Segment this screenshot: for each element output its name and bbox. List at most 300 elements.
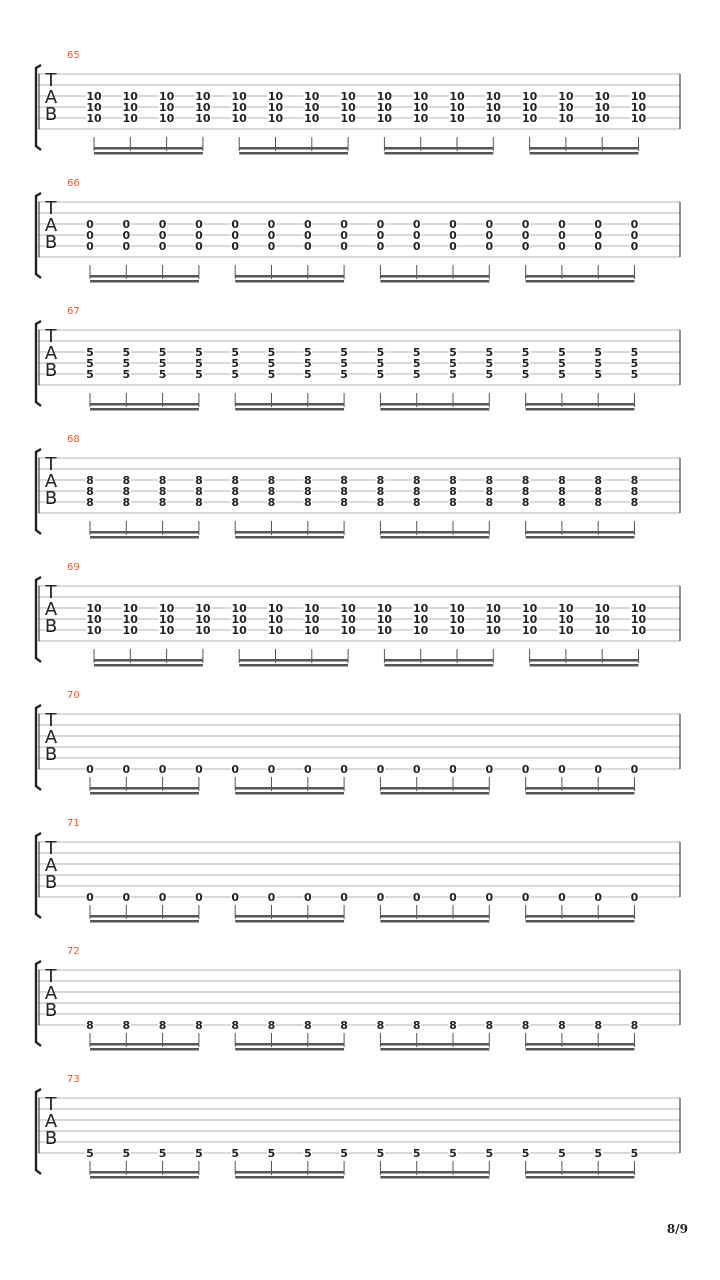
fret-number: 10	[376, 90, 393, 103]
fret-number: 10	[413, 624, 429, 637]
fret-number: 10	[340, 112, 356, 125]
fret-number: 8	[521, 496, 530, 509]
fret-number: 10	[340, 602, 356, 615]
fret-number: 5	[449, 357, 457, 370]
fret-number: 5	[122, 357, 131, 370]
tab-clef-t: T	[45, 70, 57, 91]
tab-system	[0, 434, 720, 568]
fret-number: 0	[303, 891, 312, 904]
beam-secondary	[526, 280, 635, 283]
fret-number: 10	[231, 602, 247, 615]
fret-number: 10	[267, 624, 284, 637]
beam-primary	[380, 275, 489, 278]
fret-number: 8	[340, 474, 348, 487]
tab-system	[0, 50, 720, 184]
fret-number: 10	[485, 613, 501, 626]
beam-secondary	[380, 1048, 489, 1051]
fret-number: 8	[485, 485, 494, 498]
fret-number: 5	[412, 346, 421, 359]
fret-number: 8	[122, 485, 131, 498]
fret-number: 10	[340, 613, 356, 626]
fret-number: 10	[413, 602, 429, 615]
fret-number: 8	[122, 474, 131, 487]
fret-number: 8	[231, 485, 240, 498]
fret-number: 8	[340, 496, 348, 509]
fret-number: 5	[594, 368, 603, 381]
fret-number: 8	[267, 485, 276, 498]
beam-primary	[526, 915, 635, 918]
beam-primary	[90, 275, 199, 278]
fret-number: 5	[449, 368, 457, 381]
fret-number: 8	[558, 496, 566, 509]
fret-number: 10	[630, 101, 647, 114]
beam-secondary	[239, 152, 348, 155]
tab-clef-a: A	[44, 855, 58, 876]
fret-number: 0	[158, 229, 167, 242]
beam-secondary	[235, 536, 344, 539]
fret-number: 10	[630, 90, 647, 103]
tab-clef-b: B	[44, 616, 58, 637]
fret-number: 0	[122, 240, 131, 253]
fret-number: 10	[195, 90, 211, 103]
fret-number: 8	[594, 496, 603, 509]
fret-number: 5	[521, 346, 530, 359]
tab-staff	[0, 824, 720, 952]
tab-clef-a: A	[44, 1111, 58, 1132]
beam-primary	[90, 403, 199, 406]
fret-number: 5	[412, 368, 421, 381]
fret-number: 10	[231, 101, 247, 114]
fret-number: 10	[195, 624, 211, 637]
fret-number: 10	[158, 101, 175, 114]
fret-number: 8	[594, 474, 603, 487]
beam-secondary	[380, 408, 489, 411]
beam-secondary	[384, 152, 493, 155]
fret-number: 0	[594, 229, 603, 242]
beam-primary	[235, 915, 344, 918]
fret-number: 0	[594, 240, 603, 253]
fret-number: 5	[376, 346, 385, 359]
fret-number: 10	[449, 101, 465, 114]
fret-number: 10	[231, 90, 247, 103]
fret-number: 8	[412, 474, 421, 487]
fret-number: 10	[86, 101, 102, 114]
fret-number: 0	[86, 229, 94, 242]
fret-number: 5	[267, 346, 276, 359]
fret-number: 0	[231, 218, 240, 231]
tab-staff	[0, 184, 720, 312]
fret-number: 10	[304, 602, 320, 615]
tab-staff	[0, 56, 720, 184]
fret-number: 10	[558, 613, 574, 626]
fret-number: 0	[449, 240, 457, 253]
fret-number: 0	[158, 218, 167, 231]
fret-number: 10	[86, 90, 102, 103]
fret-number: 8	[376, 1019, 385, 1032]
measure-number: 65	[67, 50, 80, 61]
fret-number: 10	[267, 112, 284, 125]
fret-number: 8	[558, 1019, 566, 1032]
fret-number: 8	[485, 496, 494, 509]
fret-number: 0	[231, 891, 240, 904]
fret-number: 0	[521, 763, 530, 776]
fret-number: 5	[267, 357, 276, 370]
fret-number: 10	[558, 90, 574, 103]
fret-number: 8	[231, 474, 240, 487]
fret-number: 0	[267, 891, 276, 904]
beam-primary	[530, 147, 639, 150]
beam-secondary	[235, 920, 344, 923]
beam-secondary	[235, 792, 344, 795]
fret-number: 0	[449, 763, 457, 776]
fret-number: 10	[376, 624, 393, 637]
fret-number: 10	[594, 112, 610, 125]
fret-number: 10	[521, 112, 538, 125]
fret-number: 10	[521, 90, 538, 103]
beam-secondary	[380, 920, 489, 923]
fret-number: 8	[594, 485, 603, 498]
beam-primary	[380, 531, 489, 534]
measure-number: 69	[67, 562, 80, 573]
fret-number: 0	[630, 218, 639, 231]
fret-number: 0	[303, 763, 312, 776]
fret-number: 0	[594, 218, 603, 231]
beam-primary	[380, 915, 489, 918]
tab-clef-b: B	[44, 104, 58, 125]
fret-number: 8	[412, 485, 421, 498]
fret-number: 0	[195, 763, 203, 776]
fret-number: 8	[376, 496, 385, 509]
beam-primary	[94, 659, 203, 662]
fret-number: 0	[340, 218, 348, 231]
fret-number: 8	[412, 496, 421, 509]
measure-number: 66	[67, 178, 80, 189]
beam-secondary	[235, 280, 344, 283]
beam-secondary	[90, 408, 199, 411]
beam-primary	[235, 275, 344, 278]
fret-number: 8	[485, 474, 494, 487]
fret-number: 0	[521, 218, 530, 231]
beam-secondary	[380, 1176, 489, 1179]
fret-number: 10	[158, 90, 175, 103]
tab-system	[0, 946, 720, 1080]
fret-number: 10	[122, 602, 138, 615]
fret-number: 8	[376, 485, 385, 498]
fret-number: 5	[231, 368, 240, 381]
tab-clef-t: T	[45, 966, 57, 987]
beam-secondary	[526, 920, 635, 923]
fret-number: 0	[267, 229, 276, 242]
beam-secondary	[380, 280, 489, 283]
tab-clef-a: A	[44, 215, 58, 236]
beam-secondary	[90, 920, 199, 923]
measure-number: 68	[67, 434, 80, 445]
fret-number: 10	[413, 90, 429, 103]
fret-number: 0	[412, 229, 421, 242]
page-number: 8/9	[666, 1222, 688, 1236]
tab-clef-t: T	[45, 582, 57, 603]
tab-clef-t: T	[45, 326, 57, 347]
fret-number: 8	[86, 485, 94, 498]
fret-number: 8	[195, 1019, 203, 1032]
beam-primary	[526, 275, 635, 278]
fret-number: 0	[630, 891, 639, 904]
fret-number: 8	[449, 496, 457, 509]
fret-number: 8	[267, 474, 276, 487]
fret-number: 5	[449, 1147, 457, 1160]
beam-primary	[384, 659, 493, 662]
beam-primary	[380, 1171, 489, 1174]
fret-number: 5	[158, 346, 167, 359]
fret-number: 0	[376, 218, 385, 231]
fret-number: 10	[449, 613, 465, 626]
fret-number: 8	[86, 1019, 94, 1032]
beam-primary	[94, 147, 203, 150]
tab-clef-t: T	[45, 198, 57, 219]
fret-number: 0	[412, 240, 421, 253]
fret-number: 0	[267, 240, 276, 253]
fret-number: 8	[158, 1019, 167, 1032]
beam-secondary	[526, 536, 635, 539]
beam-primary	[526, 1043, 635, 1046]
fret-number: 5	[521, 357, 530, 370]
fret-number: 5	[521, 1147, 530, 1160]
fret-number: 10	[594, 101, 610, 114]
tab-clef-a: A	[44, 599, 58, 620]
fret-number: 0	[630, 229, 639, 242]
fret-number: 5	[558, 346, 566, 359]
fret-number: 0	[122, 229, 131, 242]
fret-number: 10	[521, 624, 538, 637]
beam-primary	[235, 1171, 344, 1174]
fret-number: 5	[412, 1147, 421, 1160]
beam-secondary	[239, 664, 348, 667]
tab-staff	[0, 952, 720, 1080]
tab-staff	[0, 696, 720, 824]
fret-number: 8	[303, 1019, 312, 1032]
beam-primary	[235, 1043, 344, 1046]
fret-number: 5	[303, 346, 312, 359]
fret-number: 0	[267, 218, 276, 231]
beam-secondary	[526, 1176, 635, 1179]
fret-number: 0	[412, 218, 421, 231]
fret-number: 8	[122, 1019, 131, 1032]
fret-number: 10	[195, 101, 211, 114]
fret-number: 0	[122, 891, 131, 904]
fret-number: 10	[304, 613, 320, 626]
fret-number: 8	[86, 496, 94, 509]
fret-number: 0	[558, 218, 566, 231]
fret-number: 0	[485, 891, 494, 904]
fret-number: 0	[376, 763, 385, 776]
fret-number: 0	[376, 240, 385, 253]
fret-number: 8	[630, 496, 639, 509]
fret-number: 10	[376, 101, 393, 114]
fret-number: 0	[558, 240, 566, 253]
fret-number: 5	[594, 357, 603, 370]
fret-number: 5	[630, 357, 639, 370]
fret-number: 0	[485, 229, 494, 242]
fret-number: 10	[86, 602, 102, 615]
fret-number: 10	[558, 624, 574, 637]
fret-number: 10	[304, 112, 320, 125]
fret-number: 0	[594, 763, 603, 776]
fret-number: 5	[195, 368, 203, 381]
fret-number: 5	[558, 1147, 566, 1160]
tab-clef-a: A	[44, 343, 58, 364]
fret-number: 8	[449, 485, 457, 498]
fret-number: 10	[630, 112, 647, 125]
fret-number: 5	[195, 1147, 203, 1160]
fret-number: 0	[86, 891, 94, 904]
fret-number: 5	[303, 1147, 312, 1160]
fret-number: 5	[340, 346, 348, 359]
fret-number: 0	[122, 218, 131, 231]
fret-number: 5	[122, 368, 131, 381]
fret-number: 10	[449, 624, 465, 637]
fret-number: 5	[630, 346, 639, 359]
tab-system	[0, 562, 720, 696]
fret-number: 0	[86, 240, 94, 253]
tab-clef-a: A	[44, 727, 58, 748]
fret-number: 10	[630, 602, 647, 615]
fret-number: 10	[195, 602, 211, 615]
tab-clef-b: B	[44, 744, 58, 765]
fret-number: 5	[303, 368, 312, 381]
beam-secondary	[235, 1176, 344, 1179]
beam-secondary	[380, 792, 489, 795]
fret-number: 8	[195, 485, 203, 498]
fret-number: 0	[86, 763, 94, 776]
fret-number: 8	[303, 496, 312, 509]
fret-number: 8	[594, 1019, 603, 1032]
fret-number: 5	[449, 346, 457, 359]
fret-number: 0	[158, 763, 167, 776]
fret-number: 10	[86, 624, 102, 637]
measure-number: 67	[67, 306, 80, 317]
fret-number: 5	[521, 368, 530, 381]
fret-number: 10	[158, 624, 175, 637]
fret-number: 5	[86, 357, 94, 370]
fret-number: 5	[340, 357, 348, 370]
beam-secondary	[94, 664, 203, 667]
fret-number: 10	[304, 101, 320, 114]
fret-number: 8	[86, 474, 94, 487]
beam-secondary	[90, 536, 199, 539]
fret-number: 0	[340, 240, 348, 253]
fret-number: 0	[449, 229, 457, 242]
fret-number: 0	[449, 891, 457, 904]
fret-number: 0	[122, 763, 131, 776]
fret-number: 0	[231, 240, 240, 253]
tab-clef-a: A	[44, 471, 58, 492]
fret-number: 8	[558, 485, 566, 498]
beam-secondary	[380, 536, 489, 539]
fret-number: 0	[195, 229, 203, 242]
fret-number: 8	[158, 485, 167, 498]
fret-number: 5	[630, 1147, 639, 1160]
fret-number: 10	[231, 613, 247, 626]
fret-number: 5	[267, 368, 276, 381]
beam-primary	[90, 1171, 199, 1174]
fret-number: 5	[158, 1147, 167, 1160]
fret-number: 10	[340, 101, 356, 114]
fret-number: 0	[521, 891, 530, 904]
measure-number: 71	[67, 818, 80, 829]
fret-number: 10	[122, 90, 138, 103]
fret-number: 5	[231, 1147, 240, 1160]
fret-number: 8	[449, 474, 457, 487]
fret-number: 0	[412, 763, 421, 776]
fret-number: 5	[485, 346, 494, 359]
fret-number: 0	[376, 891, 385, 904]
fret-number: 10	[630, 624, 647, 637]
fret-number: 10	[122, 624, 138, 637]
fret-number: 0	[303, 229, 312, 242]
fret-number: 0	[158, 891, 167, 904]
fret-number: 5	[158, 368, 167, 381]
fret-number: 8	[122, 496, 131, 509]
fret-number: 10	[195, 112, 211, 125]
fret-number: 5	[485, 357, 494, 370]
fret-number: 5	[195, 346, 203, 359]
beam-secondary	[530, 664, 639, 667]
fret-number: 5	[376, 368, 385, 381]
fret-number: 5	[594, 346, 603, 359]
beam-secondary	[90, 280, 199, 283]
fret-number: 0	[231, 229, 240, 242]
fret-number: 5	[412, 357, 421, 370]
tab-staff	[0, 440, 720, 568]
tab-clef-t: T	[45, 1094, 57, 1115]
fret-number: 10	[413, 112, 429, 125]
fret-number: 10	[485, 112, 501, 125]
fret-number: 10	[449, 602, 465, 615]
beam-secondary	[526, 792, 635, 795]
tab-system	[0, 818, 720, 952]
fret-number: 10	[594, 613, 610, 626]
fret-number: 10	[630, 613, 647, 626]
fret-number: 10	[413, 101, 429, 114]
fret-number: 10	[485, 602, 501, 615]
fret-number: 5	[340, 368, 348, 381]
fret-number: 0	[630, 240, 639, 253]
beam-secondary	[526, 408, 635, 411]
fret-number: 10	[195, 613, 211, 626]
fret-number: 5	[86, 1147, 94, 1160]
fret-number: 8	[376, 474, 385, 487]
fret-number: 8	[267, 496, 276, 509]
fret-number: 0	[303, 240, 312, 253]
fret-number: 10	[594, 90, 610, 103]
fret-number: 0	[630, 763, 639, 776]
tab-clef-b: B	[44, 488, 58, 509]
tab-staff	[0, 1080, 720, 1208]
fret-number: 5	[86, 346, 94, 359]
measure-number: 72	[67, 946, 80, 957]
fret-number: 5	[231, 346, 240, 359]
fret-number: 5	[303, 357, 312, 370]
fret-number: 5	[340, 1147, 348, 1160]
fret-number: 10	[340, 624, 356, 637]
fret-number: 10	[521, 101, 538, 114]
beam-secondary	[90, 1048, 199, 1051]
fret-number: 8	[558, 474, 566, 487]
beam-secondary	[235, 408, 344, 411]
beam-primary	[530, 659, 639, 662]
fret-number: 10	[376, 602, 393, 615]
fret-number: 5	[376, 357, 385, 370]
